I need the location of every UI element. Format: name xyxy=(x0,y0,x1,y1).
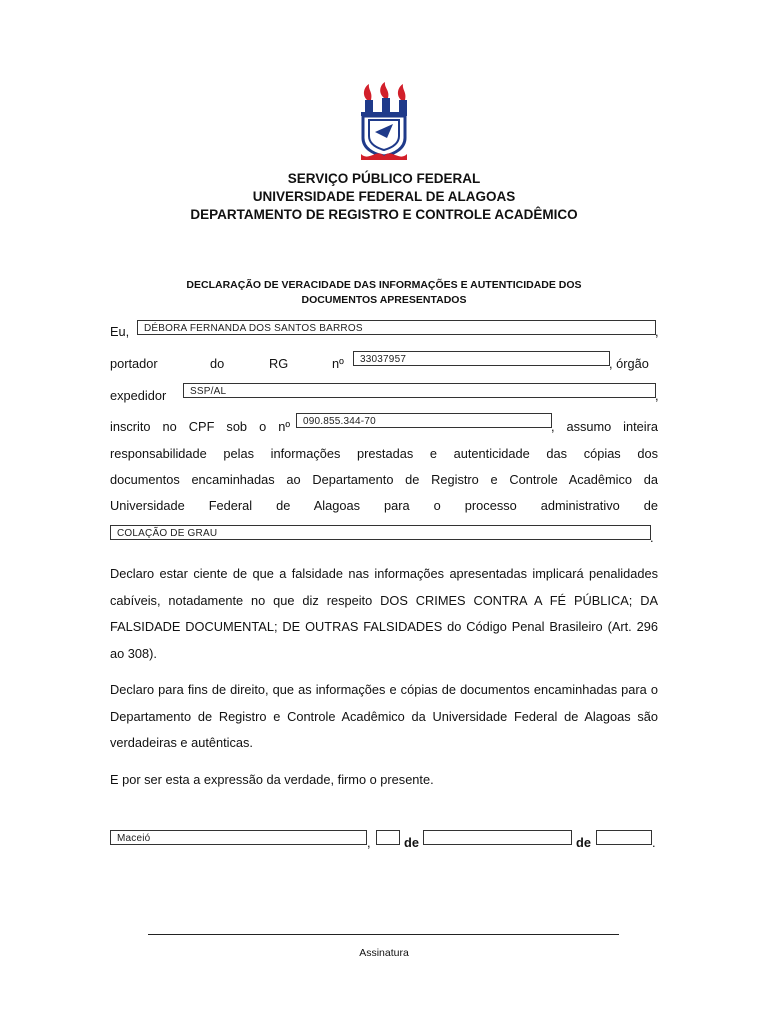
signature-line xyxy=(148,934,619,935)
date-period: . xyxy=(652,835,656,850)
assumo-text: , assumo inteira xyxy=(551,419,658,434)
ufal-crest-icon xyxy=(357,82,411,162)
doc-title-line1: DECLARAÇÃO DE VERACIDADE DAS INFORMAÇÕES E AUTENTICIDADE DOS xyxy=(186,279,582,291)
signature-label: Assinatura xyxy=(359,947,409,959)
expedidor-field[interactable]: SSP/AL xyxy=(183,383,656,398)
de-label-1: de xyxy=(404,835,419,850)
city-field[interactable]: Maceió xyxy=(110,830,367,845)
rg-label: RG xyxy=(269,356,289,371)
header-university: UNIVERSIDADE FEDERAL DE ALAGOAS xyxy=(252,189,516,204)
expedidor-comma: , xyxy=(655,388,659,403)
portador-label: portador xyxy=(110,356,158,371)
body-line-responsabilidade: responsabilidade pelas informações prestadas e autenticidade das cópias dos xyxy=(110,446,658,461)
processo-period: . xyxy=(650,530,654,545)
no-label: nº xyxy=(332,356,344,371)
cpf-label: inscrito no CPF sob o nº xyxy=(110,419,290,434)
rg-field[interactable]: 33037957 xyxy=(353,351,610,366)
city-comma: , xyxy=(367,835,371,850)
body-line-universidade: Universidade Federal de Alagoas para o processo administrativo de xyxy=(110,498,658,513)
paragraph-ciente: Declaro estar ciente de que a falsidade nas informações apresentadas implicará penalidades cabíveis, notadamente no que diz respeito DOS CRIMES CONTRA A FÉ PÚBLICA; DA FALSIDADE DOCUMENTAL; DE OUTRAS FALSIDADES do Código Penal Brasileiro (Art. 296 ao 308). xyxy=(110,566,658,661)
name-field[interactable]: DÉBORA FERNANDA DOS SANTOS BARROS xyxy=(137,320,656,335)
body-line-documentos: documentos encaminhadas ao Departamento de Registro e Controle Acadêmico da xyxy=(110,472,658,487)
header-department: DEPARTAMENTO DE REGISTRO E CONTROLE ACADÊMICO xyxy=(190,207,578,222)
year-field[interactable] xyxy=(596,830,652,845)
month-field[interactable] xyxy=(423,830,572,845)
processo-field[interactable]: COLAÇÃO DE GRAU xyxy=(110,525,651,540)
name-comma: , xyxy=(655,324,659,339)
eu-label: Eu, xyxy=(110,324,130,339)
paragraph-verdade: E por ser esta a expressão da verdade, firmo o presente. xyxy=(110,772,434,787)
university-logo xyxy=(357,82,411,162)
paragraph-direito: Declaro para fins de direito, que as informações e cópias de documentos encaminhadas para o Departamento de Registro e Controle Acadêmico da Universidade Federal de Alagoas são verdadeiras e autênticas. xyxy=(110,682,658,750)
expedidor-label: expedidor xyxy=(110,388,167,403)
doc-title-line2: DOCUMENTOS APRESENTADOS xyxy=(301,294,467,306)
day-field[interactable] xyxy=(376,830,400,845)
de-label-2: de xyxy=(576,835,591,850)
orgao-label: , órgão xyxy=(609,356,649,371)
header-service: SERVIÇO PÚBLICO FEDERAL xyxy=(287,171,481,186)
cpf-field[interactable]: 090.855.344-70 xyxy=(296,413,552,428)
do-label: do xyxy=(210,356,225,371)
